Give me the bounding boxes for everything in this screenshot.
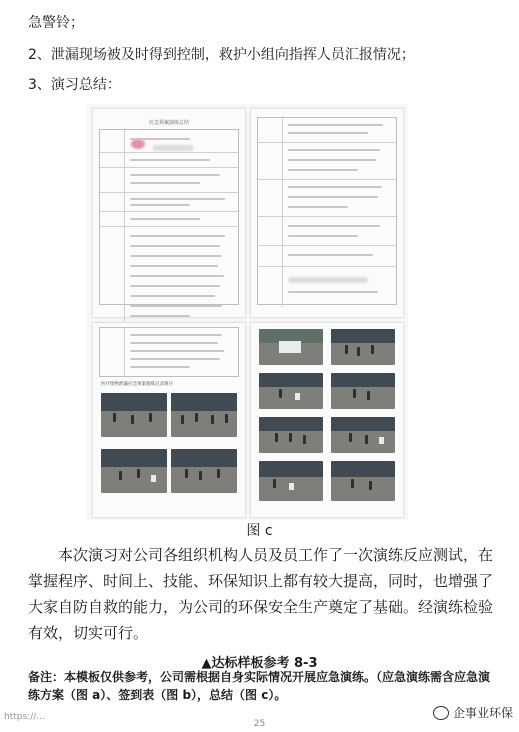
drill-photo [171, 393, 237, 437]
summary-title: 应急预案演练总结 [148, 120, 189, 126]
drill-photo [259, 461, 323, 501]
wechat-icon [433, 706, 449, 720]
figure-label: 图 c [246, 523, 273, 539]
photo-record-page [92, 322, 246, 518]
drill-photo [259, 373, 323, 409]
drill-photo [259, 329, 323, 365]
drill-photo [331, 461, 395, 501]
drill-photo [101, 449, 167, 493]
drill-photo [331, 329, 395, 365]
text-line-2: 2、泄漏现场被及时得到控制，救护小组向指挥人员汇报情况； [28, 47, 415, 63]
summary-scan-page-2 [250, 108, 404, 318]
reference-caption: ▲达标样板参考 8-3 [201, 656, 318, 671]
photo-grid-page [250, 322, 404, 518]
drill-photo [331, 373, 395, 409]
photo-record-title: 医疗废物泄漏应急预案演练记录图片 [101, 382, 173, 387]
page-number: 25 [253, 719, 266, 729]
summary-scan-page-1 [92, 108, 246, 318]
watermark-right [433, 704, 513, 721]
text-line-3: 3、演习总结： [28, 77, 121, 93]
note-text: 备注：本模板仅供参考，公司需根据自身实际情况开展应急演练。（应急演练需含应急演练方案（图 a）、签到表（图 b），总结（图 c）。 [28, 670, 491, 702]
watermark-left: https://... [4, 712, 45, 722]
drill-photo [259, 417, 323, 453]
summary-paragraph: 本次演习对公司各组织机构人员及员工作了一次演练反应测试，在掌握程序、时间上、技能、环保知识上都有较大提高，同时，也增强了大家自防自救的能力，为公司的环保安全生产奠定了基础。经演练检验有效，切实可行。 [28, 546, 494, 642]
summary-table [99, 129, 239, 305]
evaluation-table [257, 117, 397, 305]
text-line-1: 急警铃； [28, 15, 84, 31]
drill-photo [331, 417, 395, 453]
figure-c [86, 104, 408, 520]
drill-photo [101, 393, 167, 437]
drill-photo [171, 449, 237, 493]
continued-table [99, 327, 239, 377]
watermark-right-text: 企事业环保 [452, 706, 513, 720]
